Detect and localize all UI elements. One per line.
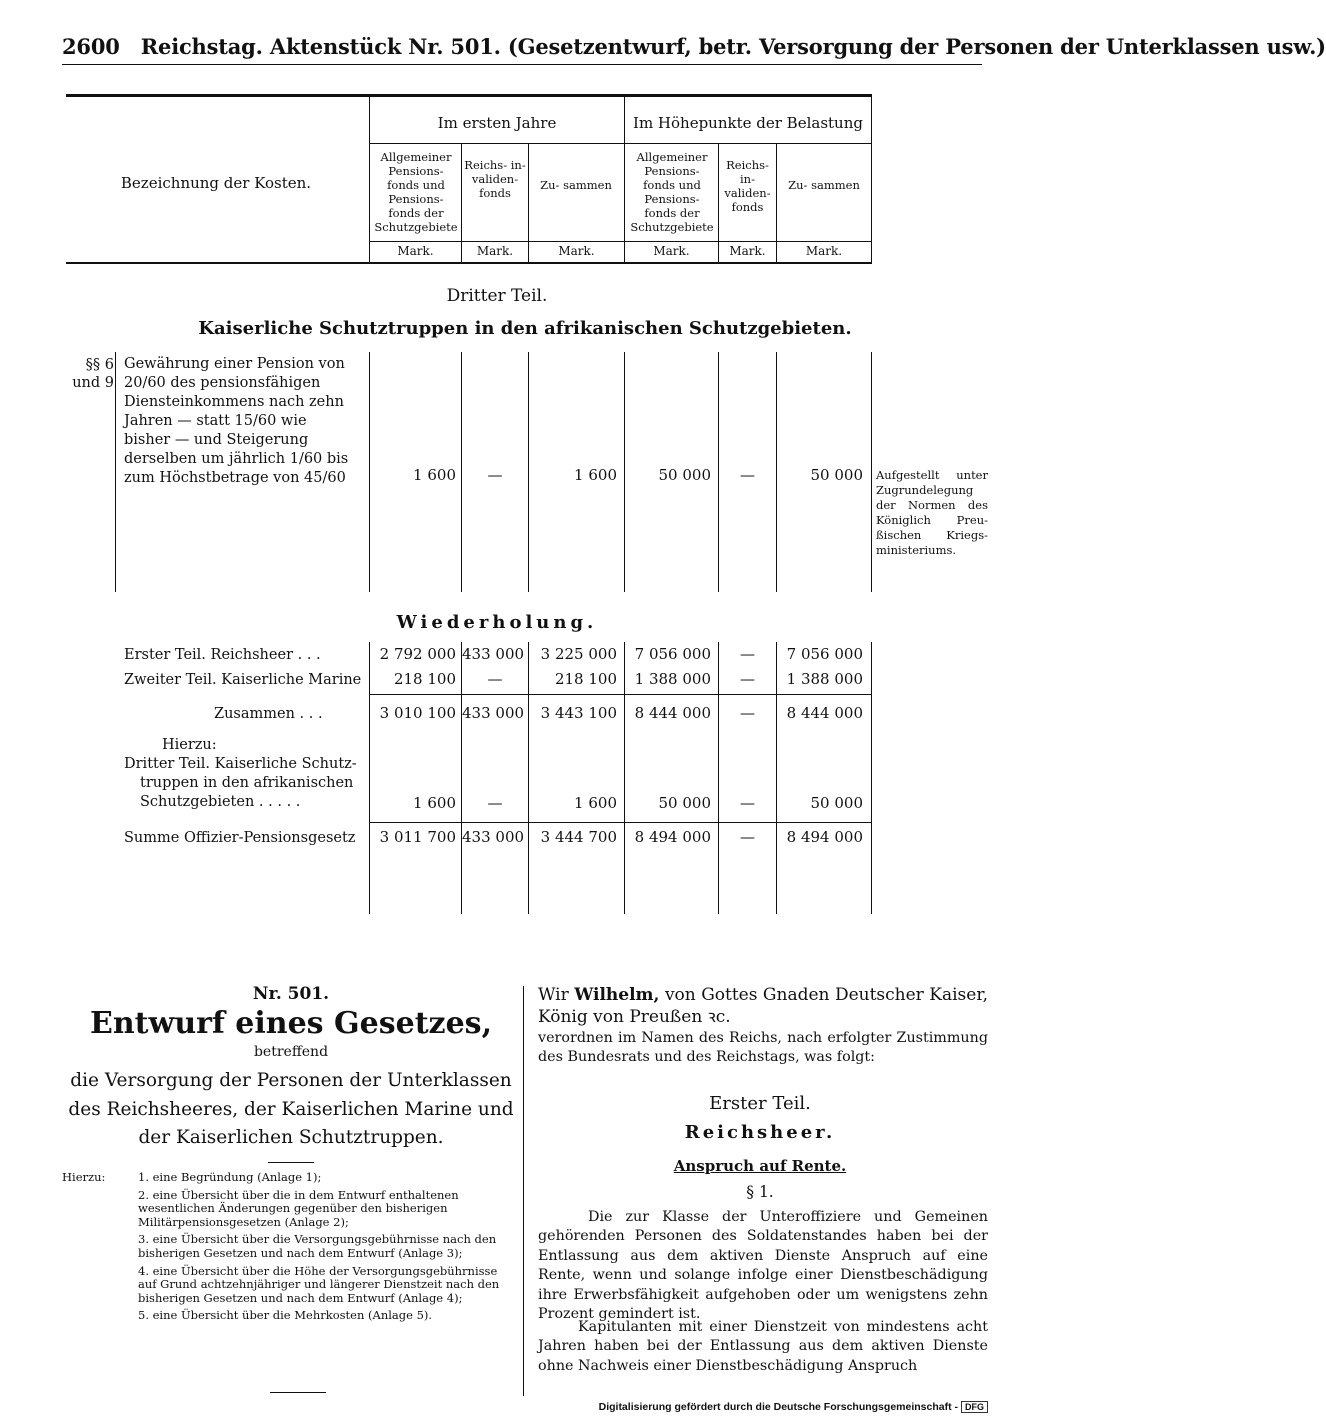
value-cell: 433 000 bbox=[462, 828, 525, 846]
value-cell: 3 444 700 bbox=[540, 828, 617, 846]
recap-label: Dritter Teil. Kaiserliche Schutz- bbox=[124, 756, 357, 772]
col-sep bbox=[871, 642, 872, 914]
value-cell: 1 600 bbox=[574, 794, 617, 812]
description-line: Gewährung einer Pension von bbox=[124, 356, 345, 372]
part1-title: Erster Teil. bbox=[709, 1093, 811, 1114]
value-cell: 1 600 bbox=[413, 794, 456, 812]
value-cell: 50 000 bbox=[658, 466, 711, 484]
recap-label: Hierzu: bbox=[162, 737, 217, 753]
value-cell: 3 011 700 bbox=[379, 828, 456, 846]
digitization-credit: Digitalisierung gefördert durch die Deutsche Forschungsgemeinschaft - DFG bbox=[599, 1401, 988, 1413]
value-cell: 3 225 000 bbox=[540, 645, 617, 663]
paragraph-number: § 1. bbox=[746, 1183, 774, 1201]
value-cell: 3 010 100 bbox=[379, 704, 456, 722]
unit-mark: Mark. bbox=[729, 244, 766, 258]
value-cell: 8 494 000 bbox=[786, 828, 863, 846]
annex-list bbox=[62, 1171, 518, 1323]
subject-line: der Kaiserlichen Schutztruppen. bbox=[138, 1127, 444, 1148]
col-header-description: Bezeichnung der Kosten. bbox=[120, 174, 312, 192]
subject-line: die Versorgung der Personen der Unterklassen bbox=[70, 1070, 512, 1091]
value-cell: 433 000 bbox=[462, 645, 525, 663]
header-title: Reichstag. Aktenstück Nr. 501. (Gesetzentwurf, betr. Versorgung der Personen der Unterklassen usw.) bbox=[140, 34, 1326, 59]
betreffend-label: betreffend bbox=[253, 1044, 329, 1060]
short-rule bbox=[270, 1392, 326, 1393]
header-rule bbox=[62, 64, 982, 65]
value-cell: 433 000 bbox=[462, 704, 525, 722]
part3-remark: Aufgestellt unter Zugrundelegung der Normen des Königlich Preu- ßischen Kriegs- ministeriums. bbox=[876, 468, 988, 557]
part3-subtitle: Kaiserliche Schutztruppen in den afrikanischen Schutzgebieten. bbox=[198, 318, 852, 339]
unit-row-rule bbox=[370, 241, 872, 242]
annex-label: Hierzu: bbox=[62, 1170, 106, 1184]
value-cell: — bbox=[740, 794, 755, 812]
value-cell: 3 443 100 bbox=[540, 704, 617, 722]
recap-label: Summe Offizier-Pensionsgesetz bbox=[124, 830, 356, 846]
value-cell: 1 600 bbox=[574, 466, 617, 484]
value-cell: 1 600 bbox=[413, 466, 456, 484]
col-sep bbox=[871, 97, 872, 262]
recap-label: Zweiter Teil. Kaiserliche Marine bbox=[124, 672, 362, 688]
annex-item: 2. eine Übersicht über die in dem Entwurf enthaltenen wesentlichen Änderungen gegenüber den bisherigen Militärpensionsgesetzen (Anlage 2); bbox=[138, 1187, 459, 1229]
column-divider bbox=[523, 986, 524, 1396]
sum-rule bbox=[370, 694, 872, 695]
row-sep bbox=[115, 352, 116, 592]
annex-item: 5. eine Übersicht über die Mehrkosten (Anlage 5). bbox=[138, 1308, 433, 1323]
value-cell: 1 388 000 bbox=[786, 670, 863, 688]
value-cell: 2 792 000 bbox=[379, 645, 456, 663]
table-header-bottom-rule bbox=[66, 262, 872, 264]
description-line: zum Höchstbetrage von 45/60 bbox=[124, 470, 346, 486]
value-cell: — bbox=[740, 828, 755, 846]
paragraph-text: Kapitulanten mit einer Dienstzeit von mindestens acht Jahren haben bei der Entlassung aus dem aktiven Dienste ohne Nachweis einer Dienstbeschädigung Anspruch bbox=[538, 1319, 988, 1374]
document-title: Entwurf eines Gesetzes, bbox=[89, 1006, 493, 1041]
running-header bbox=[62, 34, 1326, 59]
col-header-invalid-fund: Reichs- in- validen- fonds bbox=[464, 158, 526, 200]
col-sep bbox=[871, 352, 872, 592]
group-header-first-year: Im ersten Jahre bbox=[437, 114, 557, 132]
section-reference: §§ 6 und 9 bbox=[72, 357, 114, 391]
part1-subtitle: Reichsheer. bbox=[684, 1122, 836, 1143]
value-cell: — bbox=[740, 670, 755, 688]
col-header-general-fund: Allgemeiner Pensions- fonds und Pensions- fonds der Schutzgebiete bbox=[630, 150, 714, 234]
col-header-invalid-fund: Reichs- in- validen- fonds bbox=[724, 158, 771, 214]
value-cell: 1 388 000 bbox=[634, 670, 711, 688]
annex-item: 3. eine Übersicht über die Versorgungsgebührnisse nach den bisherigen Gesetzen und nach dem Entwurf (Anlage 3); bbox=[138, 1232, 497, 1260]
description-line: Jahren — statt 15/60 wie bbox=[124, 413, 307, 429]
value-cell: — bbox=[740, 704, 755, 722]
enacting-clause: verordnen im Namen des Reichs, nach erfolgter Zustimmung des Bundesrats und des Reichstags, was folgt: bbox=[538, 1030, 988, 1065]
enacting-intro: Wir Wilhelm, von Gottes Gnaden Deutscher Kaiser, König von Preußen ꝛc. bbox=[538, 985, 988, 1027]
value-cell: — bbox=[487, 794, 503, 812]
value-cell: 50 000 bbox=[810, 466, 863, 484]
paragraph-text: Die zur Klasse der Unteroffiziere und Gemeinen gehörenden Personen des Soldatenstandes haben bei der Entlassung aus dem aktiven Dienste Anspruch auf eine Rente, wenn und solange infolge einer Dienstbeschädigung ihre Erwerbsfähigkeit aufgehoben oder um wenigstens zehn Prozent gemindert ist. bbox=[538, 1209, 988, 1323]
recap-label: truppen in den afrikanischen bbox=[140, 775, 354, 791]
value-cell: — bbox=[487, 466, 503, 484]
value-cell: — bbox=[487, 670, 503, 688]
description-line: derselben um jährlich 1/60 bis bbox=[124, 451, 349, 467]
annex-item: Hierzu: 1. eine Begründung (Anlage 1); bbox=[62, 1170, 322, 1184]
value-cell: 7 056 000 bbox=[634, 645, 711, 663]
col-header-total: Zu- sammen bbox=[788, 178, 860, 192]
recap-title: Wiederholung. bbox=[396, 612, 598, 633]
col-header-general-fund: Allgemeiner Pensions- fonds und Pensions- fonds der Schutzgebiete bbox=[374, 150, 458, 234]
annex-item: 4. eine Übersicht über die Höhe der Versorgungsgebührnisse auf Grund achtzehnjähriger und längerer Dienstzeit nach den bisherigen Gesetzen und nach dem Entwurf (Anlage 4); bbox=[138, 1263, 500, 1305]
description-line: bisher — und Steigerung bbox=[124, 432, 309, 448]
unit-mark: Mark. bbox=[476, 244, 514, 258]
value-cell: — bbox=[740, 645, 755, 663]
recap-label: Erster Teil. Reichsheer . . . bbox=[124, 647, 321, 663]
value-cell: 218 100 bbox=[393, 670, 456, 688]
value-cell: — bbox=[740, 466, 755, 484]
short-rule bbox=[268, 1162, 314, 1163]
unit-mark: Mark. bbox=[805, 244, 843, 258]
part3-title: Dritter Teil. bbox=[446, 286, 548, 306]
sum-rule bbox=[370, 822, 872, 823]
unit-mark: Mark. bbox=[558, 244, 595, 258]
page-number: 2600 bbox=[62, 34, 120, 59]
group-underline bbox=[370, 143, 872, 144]
col-header-total: Zu- sammen bbox=[540, 178, 612, 192]
group-header-peak-load: Im Höhepunkte der Belastung bbox=[633, 114, 863, 132]
table-top-rule bbox=[66, 94, 872, 97]
unit-mark: Mark. bbox=[397, 244, 434, 258]
value-cell: 8 494 000 bbox=[634, 828, 711, 846]
section-title: Anspruch auf Rente. bbox=[673, 1157, 847, 1175]
value-cell: 50 000 bbox=[810, 794, 863, 812]
recap-label: Zusammen . . . bbox=[214, 706, 323, 722]
subject-line: des Reichsheeres, der Kaiserlichen Marine und bbox=[68, 1099, 514, 1120]
emperor-name: Wilhelm, bbox=[574, 985, 660, 1005]
description-line: Diensteinkommens nach zehn bbox=[124, 394, 344, 410]
dfg-logo: DFG bbox=[961, 1401, 988, 1413]
unit-mark: Mark. bbox=[653, 244, 690, 258]
document-number: Nr. 501. bbox=[252, 984, 330, 1004]
value-cell: 8 444 000 bbox=[786, 704, 863, 722]
value-cell: 7 056 000 bbox=[786, 645, 863, 663]
value-cell: 50 000 bbox=[658, 794, 711, 812]
value-cell: 218 100 bbox=[554, 670, 617, 688]
description-line: 20/60 des pensionsfähigen bbox=[124, 375, 321, 391]
value-cell: 8 444 000 bbox=[634, 704, 711, 722]
recap-label: Schutzgebieten . . . . . bbox=[140, 794, 301, 810]
